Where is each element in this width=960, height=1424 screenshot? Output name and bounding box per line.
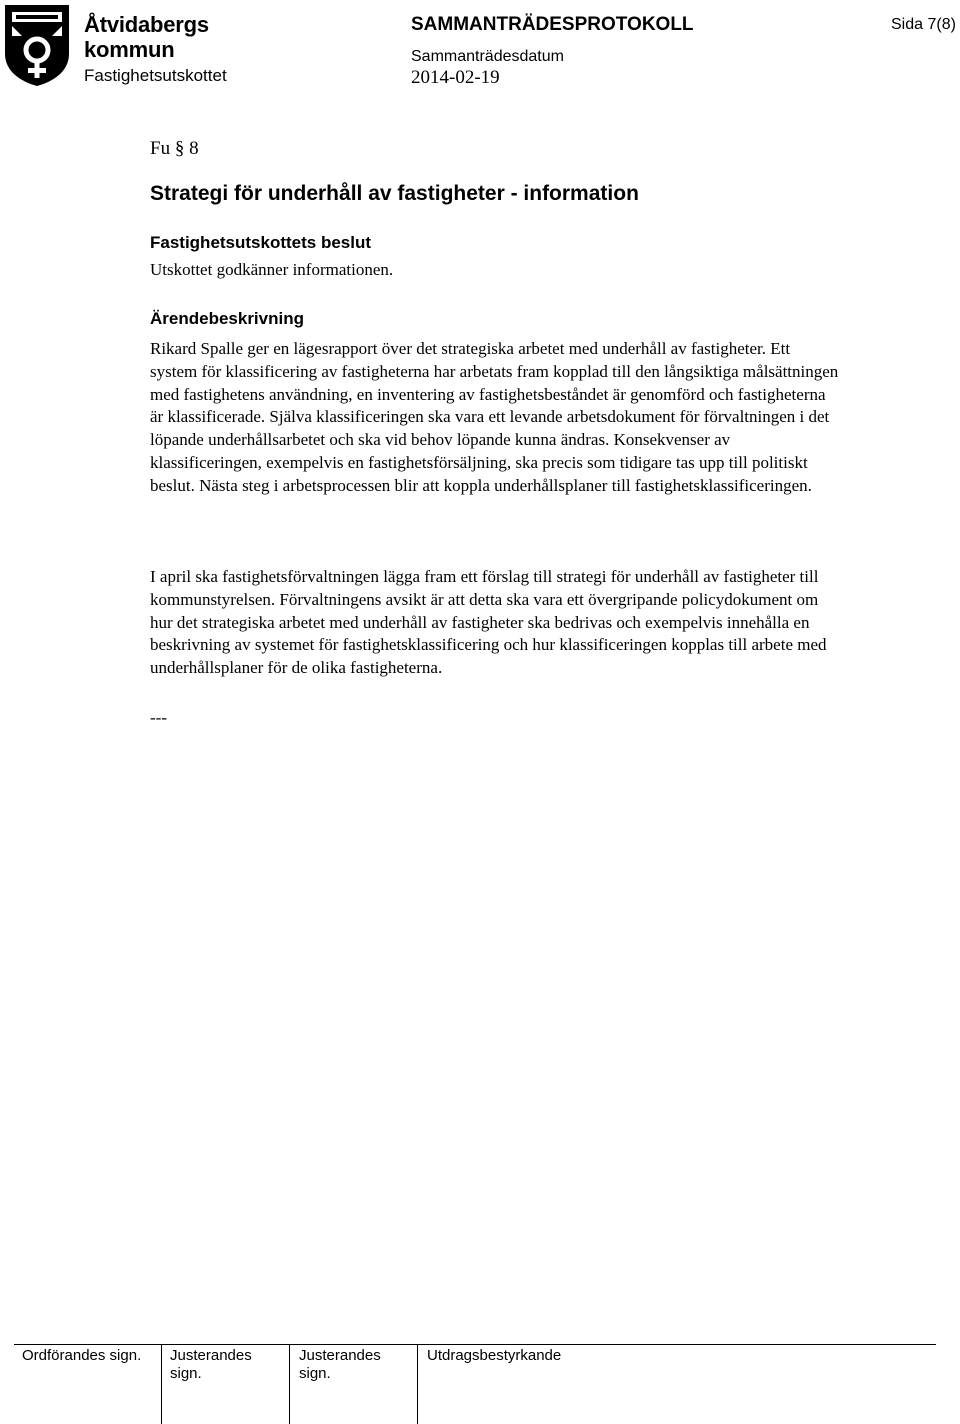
end-mark: --- [150, 708, 167, 727]
adjuster-2-signature-label: Justerandes sign. [299, 1347, 381, 1382]
organization-name [84, 12, 209, 62]
municipal-coat-of-arms-icon [2, 2, 72, 88]
footer-column-divider [289, 1344, 290, 1424]
organization-name-line1: Åtvidabergs [84, 12, 209, 37]
meeting-date-value: 2014-02-19 [411, 67, 500, 88]
decision-heading: Fastighetsutskottets beslut [150, 233, 372, 252]
page-number: Sida 7(8) [891, 16, 956, 33]
organization-name-line2: kommun [84, 37, 175, 62]
document-type: SAMMANTRÄDESPROTOKOLL [411, 14, 694, 35]
decision-text: Utskottet godkänner informationen. [150, 260, 394, 279]
paragraph-reference: Fu § 8 [150, 138, 199, 159]
adjuster-1-signature-label: Justerandes sign. [170, 1347, 252, 1382]
committee-name: Fastighetsutskottet [84, 66, 227, 85]
description-heading: Ärendebeskrivning [150, 309, 304, 328]
footer-column-divider [417, 1344, 418, 1424]
description-paragraph-1: Rikard Spalle ger en lägesrapport över det strategiska arbetet med underhåll av fastigheter. Ett system för klassificering av fastigheterna har arbetats fram kopplad till den långsiktiga målsättningen med fastighetens användning, en inventering av fastighetsbeståndet är genomförd och fastigheterna är klassificerade. Själva klassificeringen ska vara ett levande arbetsdokument för förvaltningen i det löpande underhållsarbetet och ska vid behov löpande kunna ändras. Konsekvenser av klassificeringen, exempelvis en fastighetsförsäljning, ska precis som tidigare tas upp till politiskt beslut. Nästa steg i arbetsprocessen blir att koppla underhållsplaner till fastighetsklassificeringen. [150, 339, 839, 495]
footer-column-divider [161, 1344, 162, 1424]
extract-certification-label: Utdragsbestyrkande [427, 1347, 562, 1364]
meeting-date-label: Sammanträdesdatum [411, 48, 564, 65]
chair-signature-label: Ordförandes sign. [22, 1347, 142, 1364]
description-paragraph-2: I april ska fastighetsförvaltningen lägga fram ett förslag till strategi för underhåll av fastigheter till kommunstyrelsen. Förvaltningens avsikt är att detta ska vara ett övergripande policydokument om hur det strategiska arbetet med underhåll av fastigheter ska bedrivas och exempelvis innehålla en beskrivning av systemet för fastighetsklassificering och hur klassificeringen kopplas till arbete med underhållsplaner för de olika fastigheterna. [150, 567, 827, 677]
footer-divider [14, 1344, 936, 1345]
item-title: Strategi för underhåll av fastigheter - information [150, 182, 639, 205]
